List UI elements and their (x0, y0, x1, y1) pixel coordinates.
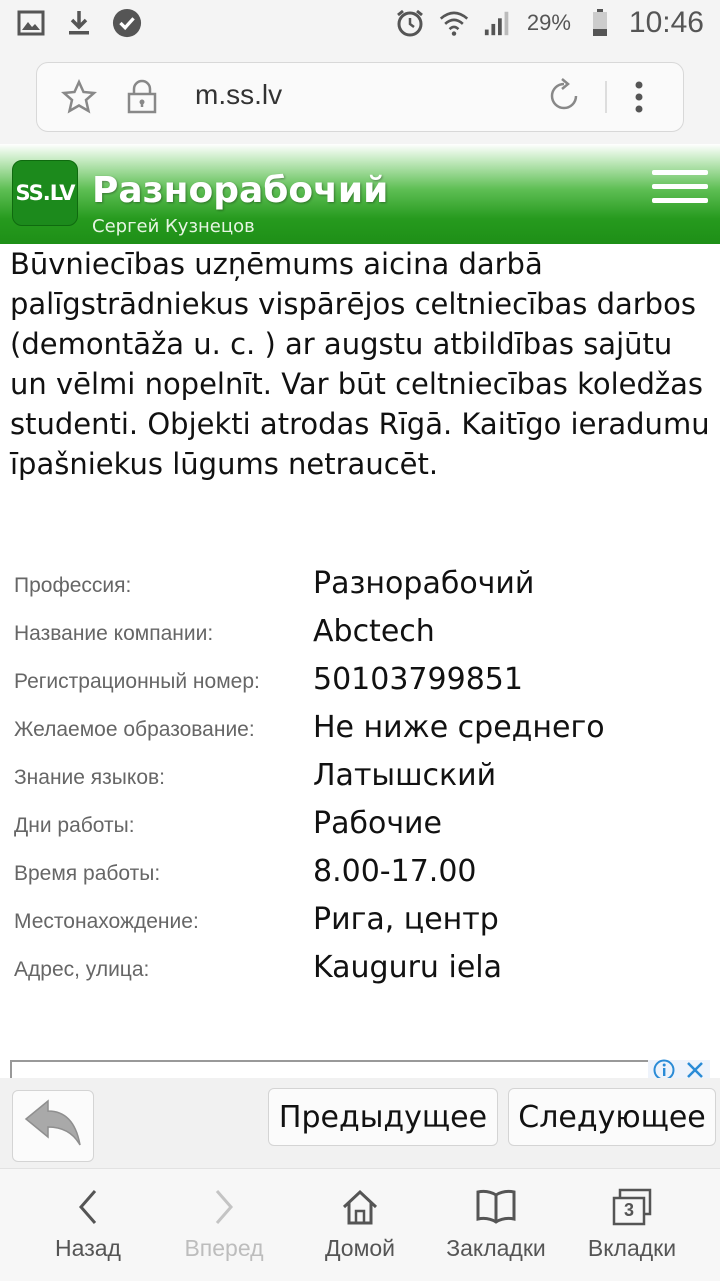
bookmarks-label: Закладки (446, 1235, 546, 1261)
back-button[interactable] (16, 1169, 160, 1281)
tabs-label: Вкладки (587, 1235, 677, 1261)
book-icon (474, 1187, 518, 1227)
forward-button[interactable] (152, 1169, 296, 1281)
hamburger-menu-icon[interactable] (652, 170, 708, 212)
property-label: Адрес, улица: (14, 958, 150, 981)
property-value: Латышский (313, 758, 497, 793)
property-row (14, 610, 714, 658)
property-row (14, 562, 714, 610)
page-subtitle: Сергей Кузнецов (92, 216, 255, 237)
property-row (14, 946, 714, 994)
chevron-left-icon (73, 1187, 103, 1227)
property-label: Дни работы: (14, 814, 135, 837)
status-bar (0, 0, 720, 50)
home-icon (340, 1187, 380, 1227)
gallery-icon (16, 8, 46, 38)
alarm-icon (395, 8, 425, 38)
property-label: Регистрационный номер: (14, 670, 260, 693)
page-title: Разнорабочий (92, 170, 389, 211)
ad-navigation (0, 1078, 720, 1168)
tabs-count: 3 (623, 1200, 634, 1220)
battery-icon (585, 8, 615, 38)
back-label: Назад (55, 1235, 121, 1261)
home-button[interactable] (288, 1169, 432, 1281)
property-value: 8.00-17.00 (313, 854, 477, 889)
download-icon (64, 8, 94, 38)
tabs-icon (610, 1187, 654, 1227)
property-value: Kauguru iela (313, 950, 502, 985)
ad-description: Būvniecības uzņēmums aicina darbā palīgstrādniekus vispārējos celtniecības darbos (demontāža u. c. ) ar augstu atbildības sajūtu un vēlmi nopelnīt. Var būt celtniecības koledžas studenti. Objekti atrodas Rīgā. Kaitīgo ieradumu īpašniekus lūgums netraucēt. (10, 247, 710, 481)
wifi-icon (439, 8, 469, 38)
browser-toolbar (0, 1168, 720, 1281)
reply-arrow-icon (22, 1099, 84, 1153)
property-label: Желаемое образование: (14, 718, 255, 741)
clock: 10:46 (628, 6, 704, 39)
forward-label: Вперед (184, 1235, 264, 1261)
more-vert-icon[interactable] (633, 79, 645, 119)
bookmarks-button[interactable] (424, 1169, 568, 1281)
previous-button[interactable]: Предыдущее (268, 1088, 498, 1146)
property-value: Рабочие (313, 806, 443, 841)
property-label: Местонахождение: (14, 910, 199, 933)
property-value: 50103799851 (313, 662, 523, 697)
property-label: Профессия: (14, 574, 132, 597)
property-value: Разнорабочий (313, 566, 535, 601)
divider (605, 81, 607, 113)
property-label: Название компании: (14, 622, 214, 645)
ad-properties (14, 562, 714, 994)
star-icon[interactable] (61, 79, 97, 119)
property-value: Abctech (313, 614, 435, 649)
property-row (14, 706, 714, 754)
signal-icon (483, 8, 513, 38)
tabs-button[interactable] (560, 1169, 704, 1281)
site-logo[interactable]: SS.LV (12, 160, 78, 226)
property-row (14, 802, 714, 850)
property-label: Время работы: (14, 862, 161, 885)
url-text[interactable]: m.ss.lv (195, 79, 283, 110)
chevron-right-icon (209, 1187, 239, 1227)
property-label: Знание языков: (14, 766, 165, 789)
reload-icon[interactable] (545, 77, 583, 119)
lock-icon (125, 79, 159, 119)
property-value: Не ниже среднего (313, 710, 605, 745)
property-row (14, 850, 714, 898)
property-value: Рига, центр (313, 902, 499, 937)
site-header (0, 144, 720, 244)
home-label: Домой (324, 1235, 396, 1261)
next-button[interactable]: Следующее (508, 1088, 716, 1146)
battery-percent: 29% (526, 10, 571, 35)
property-row (14, 754, 714, 802)
address-bar[interactable] (36, 62, 684, 132)
return-button[interactable] (12, 1090, 94, 1162)
browser-chrome (0, 50, 720, 144)
property-row (14, 898, 714, 946)
check-circle-icon (112, 8, 142, 38)
property-row (14, 658, 714, 706)
